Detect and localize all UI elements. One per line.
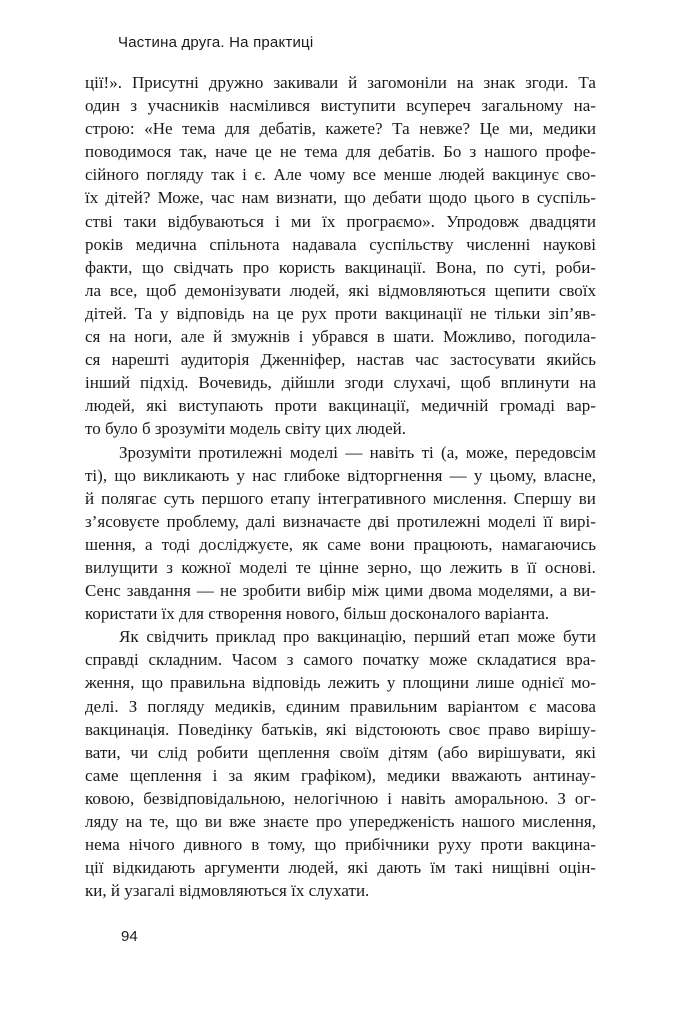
text-line: ся на ноги, але й змужнів і убрався в шати. Можливо, погодила- [85, 327, 596, 347]
text-line: справді складним. Часом з самого початку може складатися вра- [85, 650, 596, 670]
text-line: ції відкидають аргументи людей, які дають їм такі нищівні оцін- [85, 858, 596, 878]
text-line: факти, що свідчать про користь вакцинації. Вона, по суті, роби- [85, 257, 596, 277]
text-line: саме щеплення і за яким графіком), медики вважають антинау- [85, 765, 596, 785]
text-line: й полягає суть першого етапу інтегративного мислення. Спершу ви [85, 488, 596, 508]
text-line: Як свідчить приклад про вакцинацію, перший етап може бути [119, 627, 596, 647]
text-line: ковою, безвідповідальною, нелогічною і навіть аморальною. З ог- [85, 788, 596, 808]
text-line: вилущити з кожної моделі те цінне зерно, що лежить в її основі. [85, 557, 596, 577]
text-line: поводимося так, наче це не тема для дебатів. Бо з нашого профе- [85, 142, 596, 162]
text-line: нема нічого дивного в тому, що прибічники руху проти вакцина- [85, 835, 596, 855]
text-line: ся нарешті аудиторія Дженніфер, настав час застосувати якийсь [85, 350, 596, 370]
paragraph [85, 71, 596, 441]
text-line: сійного погляду так і є. Але чому все менше людей вакцинує сво- [85, 165, 596, 185]
text-line: років медична спільнота надавала суспільству численні наукові [85, 234, 596, 254]
text-line: ки, й узагалі відмовляються їх слухати. [85, 881, 370, 901]
text-line: Зрозуміти протилежні моделі — навіть ті (а, може, передовсім [119, 442, 596, 462]
running-header: Частина друга. На практиці [118, 34, 314, 51]
paragraph [85, 625, 596, 902]
text-line: з’ясовуєте проблему, далі визначаєте дві протилежні моделі її вирі- [85, 511, 596, 531]
text-line: делі. З погляду медиків, єдиним правильним варіантом є масова [85, 696, 596, 716]
text-line: шення, а тоді досліджуєте, як саме вони працюють, намагаючись [85, 534, 596, 554]
text-line: користати їх для створення нового, більш досконалого варіанта. [85, 604, 550, 624]
text-line: ції!». Присутні дружно закивали й загомоніли на знак згоди. Та [85, 73, 596, 92]
text-line: строю: «Не тема для дебатів, кажете? Та невже? Це ми, медики [85, 119, 596, 139]
text-line: стві таки відбуваються і ми їх програємо». Упродовж двадцяти [85, 211, 596, 231]
page-number: 94 [121, 928, 138, 945]
text-line: ляду на те, що ви вже знаєте про упередженість нашого мислення, [85, 812, 596, 831]
text-line: ті), що викликають у нас глибоке відторгнення — у цьому, власне, [85, 465, 596, 485]
text-line: ла все, щоб демонізувати людей, які відмовляються щепити своїх [85, 280, 596, 300]
text-line: інший підхід. Вочевидь, дійшли згоди слухачі, щоб вплинути на [85, 373, 596, 393]
text-line: вати, чи слід робити щеплення своїм дітям (або вирішувати, які [85, 742, 596, 762]
text-line: то було б зрозуміти модель світу цих людей. [85, 419, 406, 439]
text-line: ження, що правильна відповідь лежить у площини лише однієї мо- [85, 673, 596, 693]
text-line: один з учасників насмілився виступити всупереч загальному на- [85, 96, 596, 116]
text-line: вакцинація. Поведінку батьків, які відстоюють своє право вирішу- [85, 719, 596, 739]
text-line: Сенс завдання — не зробити вибір між цими двома моделями, а ви- [85, 581, 596, 601]
text-line: людей, які виступають проти вакцинації, медичній громаді вар- [85, 396, 596, 416]
text-line: дітей. Та у відповідь на це рух проти вакцинації не тільки зіп’яв- [85, 303, 596, 323]
text-line: їх дітей? Може, час нам визнати, що дебати щодо цього в суспіль- [85, 188, 596, 208]
paragraph [85, 441, 596, 626]
page-body [85, 71, 596, 902]
